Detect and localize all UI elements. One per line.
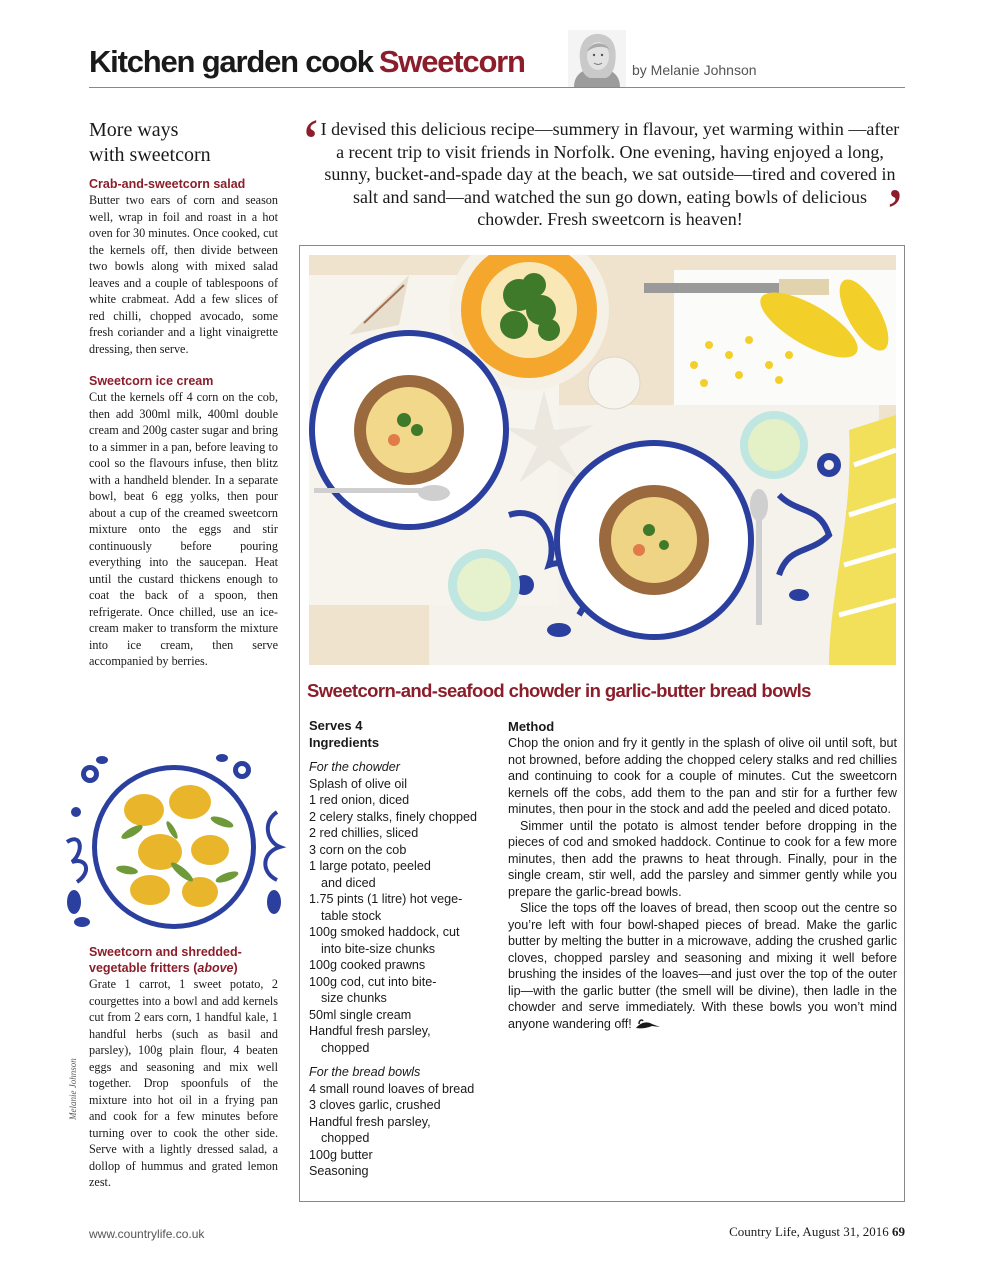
ingredient-line: 100g cod, cut into bite- (309, 974, 437, 989)
ingredients-heading: Ingredients (309, 734, 380, 750)
ingredient-line: 100g cooked prawns (309, 958, 426, 972)
ingredient-line: table stock (321, 908, 382, 923)
serves: Serves 4 (309, 718, 363, 733)
recipe-body-ice-cream: Cut the kernels off 4 corn on the cob, then add 300ml milk, 400ml double cream and 200g caster sugar and bring to a simmer in a pan, before leaving to cool so the flavours infuse, then blitz with a handheld blender. In a separate bowl, beat 6 egg yolks, then pour about a cup of the creamed sweetcorn mixture onto the eggs and stir continuously before pouring everything into the saucepan. Heat until the custard thickens enough to coat the back of a spoon, then refrigerate. Once chilled, use an ice-cream maker to transform the mixture into ice cream, then serve accompanied by berries. (89, 390, 278, 668)
title-above: above (197, 961, 234, 975)
author-portrait (568, 30, 626, 87)
ingredient-line: 1 large potato, peeled (309, 859, 431, 873)
title-close: ) (233, 961, 238, 975)
ingredient-line: chopped (321, 1131, 370, 1145)
ingredient-line: 4 small round loaves of bread (309, 1081, 475, 1096)
ingredient-line: Handful fresh parsley, (309, 1024, 431, 1038)
chowder-photo (309, 255, 896, 665)
pull-quote: I devised this delicious recipe—summery in flavour, yet warming within —after a recent trip to visit friends in Norfolk. One evening, having enjoyed a long, sunny, bucket-and-spade day at the beach, we sat outside—tired and covered in salt and sand—and watched the sun go down, eating bowls of delicious chowder. Fresh sweetcorn is heaven! (320, 119, 900, 229)
more-ways-column (89, 118, 278, 670)
folio (660, 1224, 905, 1240)
ingredient-line: 2 celery stalks, finely chopped (309, 809, 478, 824)
method-heading: Method (508, 719, 555, 734)
chowder-heading: For the chowder (309, 760, 400, 774)
peacock-icon (635, 1018, 661, 1030)
ingredients-column (309, 718, 499, 1180)
ingredient-line: 100g butter (309, 1147, 373, 1162)
ingredient-line: 2 red chillies, sliced (309, 826, 419, 840)
quote-open-mark: ‘ (300, 106, 322, 179)
ingredient-line: Splash of olive oil (309, 776, 408, 791)
title-line: vegetable fritters ( (89, 961, 198, 975)
ingredient-line: 1.75 pints (1 litre) hot vege- (309, 892, 463, 906)
ingredient-line: 100g smoked haddock, cut (309, 925, 460, 939)
ingredient-line: into bite-size chunks (321, 941, 436, 956)
heading-line: with sweetcorn (89, 144, 211, 166)
header-rule (89, 87, 905, 88)
series-name: Kitchen garden cook (89, 44, 373, 79)
fritters-photo (62, 752, 287, 937)
website-url: www.countrylife.co.uk (89, 1227, 205, 1241)
ingredient-line: and diced (321, 875, 376, 890)
publication-date: Country Life, August 31, 2016 (729, 1224, 889, 1239)
method-step-text: Slice the tops off the loaves of bread, then scoop out the centre so you’re left with four bowl-shaped pieces of bread. Make the garlic butter by melting the butter in a microwave, adding the crushed garlic cloves, chopped parsley and seasoning and mixing it well before brushing the insides of the loaves—and just over the top of the outer lip—with the garlic butter (the smell will be divine), then ladle in the chowder and serve immediately. With these bowls you won’t mind anyone wandering off! (508, 901, 897, 1031)
ingredient-line: 3 cloves garlic, crushed (309, 1098, 441, 1112)
ingredient-line: 3 corn on the cob (309, 842, 407, 857)
ingredient-line: Seasoning (309, 1164, 369, 1178)
recipe-body-fritters: Grate 1 carrot, 1 sweet potato, 2 courgettes into a bowl and add kernels cut from 2 ears corn, 1 handful kale, 1 handful herbs (such as basil and parsley), 100g plain flour, 4 beaten eggs and seasoning and mix well together. Drop spoonfuls of the mixture into hot oil in a frying pan and cook for a few minutes before turning over to cook the other side. Serve with a lightly dressed salad, a dollop of hummus and grated lemon zest. (89, 977, 278, 1189)
method-step: Simmer until the potato is almost tender before dropping in the pieces of cod and smoked haddock. Continue to cook for a few more minutes, then add the prawns to heat through. Finally, pour in the single cream, stir well, add the parsley and simmer gently while you prepare the garlic-bread bowls. (508, 818, 897, 899)
photo-credit: Melanie Johnson (68, 1058, 78, 1120)
method-column (508, 718, 897, 1032)
recipe-title: Sweetcorn-and-seafood chowder in garlic-butter bread bowls (307, 680, 811, 701)
recipe-title-crab-salad: Crab-and-sweetcorn salad (89, 177, 246, 191)
topic-name: Sweetcorn (378, 44, 525, 79)
quote-close-mark: ’ (884, 176, 906, 249)
bread-heading: For the bread bowls (309, 1065, 421, 1079)
heading-line: More ways (89, 119, 179, 141)
recipe-body-crab-salad: Butter two ears of corn and season well, wrap in foil and roast in a hot oven for 30 minutes. Once cooked, cut the kernels off, then divide between two bowls along with mixed salad leaves and a couple of tablespoons of white crabmeat. Add a few slices of red chilli, chopped avocado, some fresh coriander and a light vinaigrette dressing, then serve. (89, 193, 278, 356)
more-ways-heading (89, 118, 278, 168)
bread-ingredients (309, 1081, 499, 1180)
magazine-column-title (89, 44, 525, 80)
ingredient-line: 1 red onion, diced (309, 793, 410, 807)
method-step (508, 900, 897, 1032)
title-line: Sweetcorn and shredded- (89, 945, 242, 959)
recipe-title-ice-cream: Sweetcorn ice cream (89, 374, 214, 388)
ingredient-line: 50ml single cream (309, 1007, 412, 1022)
ingredient-line: Handful fresh parsley, (309, 1114, 431, 1129)
byline: by Melanie Johnson (632, 62, 757, 78)
method-step: Chop the onion and fry it gently in the splash of olive oil until soft, but not browned, before adding the chopped celery stalks and red chillies and continuing to cook for a couple of minutes. Cut the sweetcorn kernels off the cobs, add them to the pan and stir for a further few minutes, then pour in the stock and add the peeled and diced potato. (508, 736, 897, 816)
ingredient-line: size chunks (321, 991, 387, 1005)
ingredient-line: chopped (321, 1040, 370, 1055)
fritters-recipe (89, 944, 278, 1191)
recipe-title-fritters (89, 944, 278, 976)
page-number: 69 (892, 1224, 905, 1239)
chowder-ingredients (309, 776, 499, 1057)
